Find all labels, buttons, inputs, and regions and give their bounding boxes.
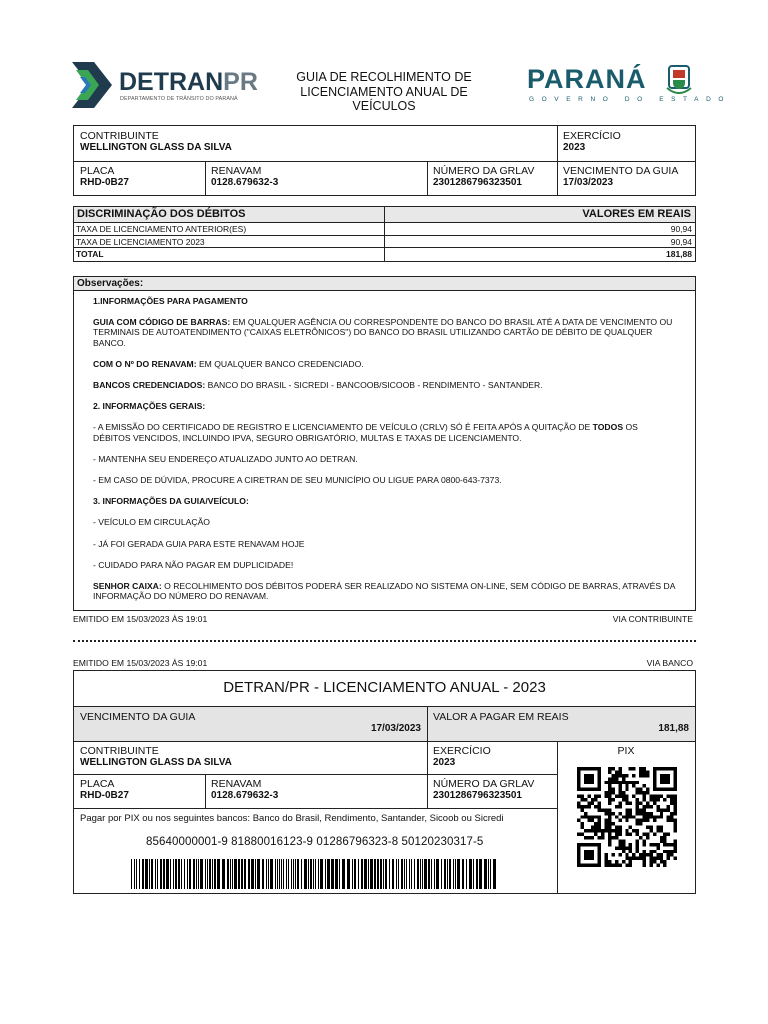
obs-cashier-info: SENHOR CAIXA: O RECOLHIMENTO DOS DÉBITOS PODERÁ SER REALIZADO NO SISTEMA ON-LINE, SEM CÓDIGO DE BARRAS, ATRAVÉS DA INFORMAÇÃO DO NÚMERO DO RENAVAM. [93,581,675,602]
debts-description-header: DISCRIMINAÇÃO DOS DÉBITOS [74,207,385,222]
debt-description: TAXA DE LICENCIAMENTO ANTERIOR(ES) [74,223,385,235]
placa-cell [74,161,135,193]
parana-gov: GOVERNO DO ESTADO [529,96,732,103]
bank-grlav-label: NÚMERO DA GRLAV [433,778,535,790]
bank-exercicio-label: EXERCÍCIO [433,745,491,757]
observations-body [74,291,695,601]
detran-logo [72,62,258,108]
bank-vencimento-label: VENCIMENTO DA GUIA [80,711,196,723]
debt-value: 90,94 [670,236,692,247]
via-contribuinte: VIA CONTRIBUINTE [612,614,693,624]
obs-doubt-info: - EM CASO DE DÚVIDA, PROCURE A CIRETRAN DE SEU MUNICÍPIO OU LIGUE PARA 0800-643-7373. [93,475,502,486]
debt-value: 90,94 [670,224,692,234]
detran-subtitle: DEPARTAMENTO DE TRÂNSITO DO PARANÁ [120,96,238,102]
pix-qr-code-icon [574,767,680,867]
contribuinte-value: WELLINGTON GLASS DA SILVA [80,142,232,153]
obs-banks-info: BANCOS CREDENCIADOS: BANCO DO BRASIL - SICREDI - BANCOOB/SICOOB - RENDIMENTO - SANTANDER. [93,380,543,391]
bank-placa-cell [74,774,135,806]
pix-note: Pagar por PIX ou nos seguintes bancos: Banco do Brasil, Rendimento, Santander, Sicoob ou Sicredi [80,813,504,824]
bank-grlav-cell [427,774,540,806]
debts-table [73,206,696,262]
vencimento-value: 17/03/2023 [563,177,614,188]
grlav-cell [427,161,540,193]
detran-logo-icon [72,62,112,108]
renavam-cell [205,161,284,193]
emitido-contribuinte: EMITIDO EM 15/03/2023 ÀS 19:01 [73,614,208,624]
section-1-title: 1.INFORMAÇÕES PARA PAGAMENTO [93,296,248,306]
bank-contribuinte-cell [74,741,238,773]
obs-renavam-info: COM O Nº DO RENAVAM: EM QUALQUER BANCO CREDENCIADO. [93,358,364,369]
bank-valor-cell [427,707,695,739]
placa-label: PLACA [80,165,115,177]
vencimento-label: VENCIMENTO DA GUIA [563,165,679,177]
bank-exercicio-cell [427,741,497,773]
bank-renavam-label: RENAVAM [211,778,262,790]
grlav-value: 2301286796323501 [433,177,522,188]
renavam-label: RENAVAM [211,165,262,177]
exercicio-value: 2023 [563,142,586,153]
bank-contribuinte-label: CONTRIBUINTE [80,745,159,757]
obs-vehicle-status: - VEÍCULO EM CIRCULAÇÃO [93,517,210,528]
detran-brand: DETRANPR [119,68,258,96]
contribuinte-label: CONTRIBUINTE [80,130,159,142]
bank-slip [73,670,696,894]
bank-vencimento-cell [74,707,427,739]
obs-crlv-info: - A EMISSÃO DO CERTIFICADO DE REGISTRO E LICENCIAMENTO DE VEÍCULO (CRLV) SÓ É FEITA APÓS A QUITAÇÃO DE TODOS OS DÉBITOS VENCIDOS, INCLUINDO IPVA, SEGURO OBRIGATÓRIO, MULTAS E TAXAS DE LICENCIAMENTO. [93,422,638,443]
obs-guide-generated: - JÁ FOI GERADA GUIA PARA ESTE RENAVAM HOJE [93,538,305,549]
obs-duplicate-warning: - CUIDADO PARA NÃO PAGAR EM DUPLICIDADE! [93,559,294,570]
observations-box [73,276,696,611]
bank-vencimento-value: 17/03/2023 [370,723,421,734]
renavam-value: 0128.679632-3 [211,177,279,188]
grlav-label: NÚMERO DA GRLAV [433,165,535,177]
obs-address-info: - MANTENHA SEU ENDEREÇO ATUALIZADO JUNTO AO DETRAN. [93,453,358,464]
via-banco: VIA BANCO [646,658,693,668]
observations-header: Observações: [74,277,695,291]
parana-word: PARANÁ [527,64,647,94]
contribuinte-cell [74,126,238,158]
bank-renavam-value: 0128.679632-3 [211,790,279,801]
taxpayer-info-box [73,125,696,196]
linha-digitavel: 85640000001-9 81880016123-9 01286796323-8 50120230317-5 [146,836,484,848]
section-3-title: 3. INFORMAÇÕES DA GUIA/VEÍCULO: [93,496,249,507]
exercicio-label: EXERCÍCIO [563,130,621,142]
bank-placa-label: PLACA [80,778,115,790]
pix-label: PIX [617,745,635,757]
total-label: TOTAL [74,248,385,261]
bank-placa-value: RHD-0B27 [80,790,129,801]
barcode-icon [131,859,497,889]
debt-description: TAXA DE LICENCIAMENTO 2023 [74,236,385,248]
table-row [74,223,695,236]
pix-cell [557,741,695,761]
total-value: 181,88 [666,249,692,259]
vencimento-cell [557,161,684,193]
parana-crest-icon [665,62,693,94]
bank-grlav-value: 2301286796323501 [433,790,522,801]
cut-line [73,640,696,642]
debts-value-header: VALORES EM REAIS [582,208,691,220]
bank-contribuinte-value: WELLINGTON GLASS DA SILVA [80,757,232,768]
parana-logo [527,62,732,106]
bank-valor-label: VALOR A PAGAR EM REAIS [433,711,569,723]
exercicio-cell [557,126,627,158]
bank-renavam-cell [205,774,284,806]
total-row [74,248,695,261]
obs-barcode-info: GUIA COM CÓDIGO DE BARRAS: EM QUALQUER AGÊNCIA OU CORRESPONDENTE DO BANCO DO BRASIL ATÉ A DATA DE VENCIMENTO OU TERMINAIS DE AUTOATENDIMENTO ("CAIXAS ELETRÔNICOS") DO BANCO DO BRASIL UTILIZANDO CARTÃO DE DÉBITO DE QUALQUER BANCO. [93,317,673,348]
debts-header-row [74,207,695,223]
bank-slip-title: DETRAN/PR - LICENCIAMENTO ANUAL - 2023 [74,671,695,707]
section-2-title: 2. INFORMAÇÕES GERAIS: [93,401,206,412]
bank-valor-value: 181,88 [658,723,689,734]
document-title: GUIA DE RECOLHIMENTO DE LICENCIAMENTO ANUAL DE VEÍCULOS [296,70,472,113]
table-row [74,236,695,249]
placa-value: RHD-0B27 [80,177,129,188]
emitido-banco: EMITIDO EM 15/03/2023 ÀS 19:01 [73,658,208,668]
bank-exercicio-value: 2023 [433,757,456,768]
